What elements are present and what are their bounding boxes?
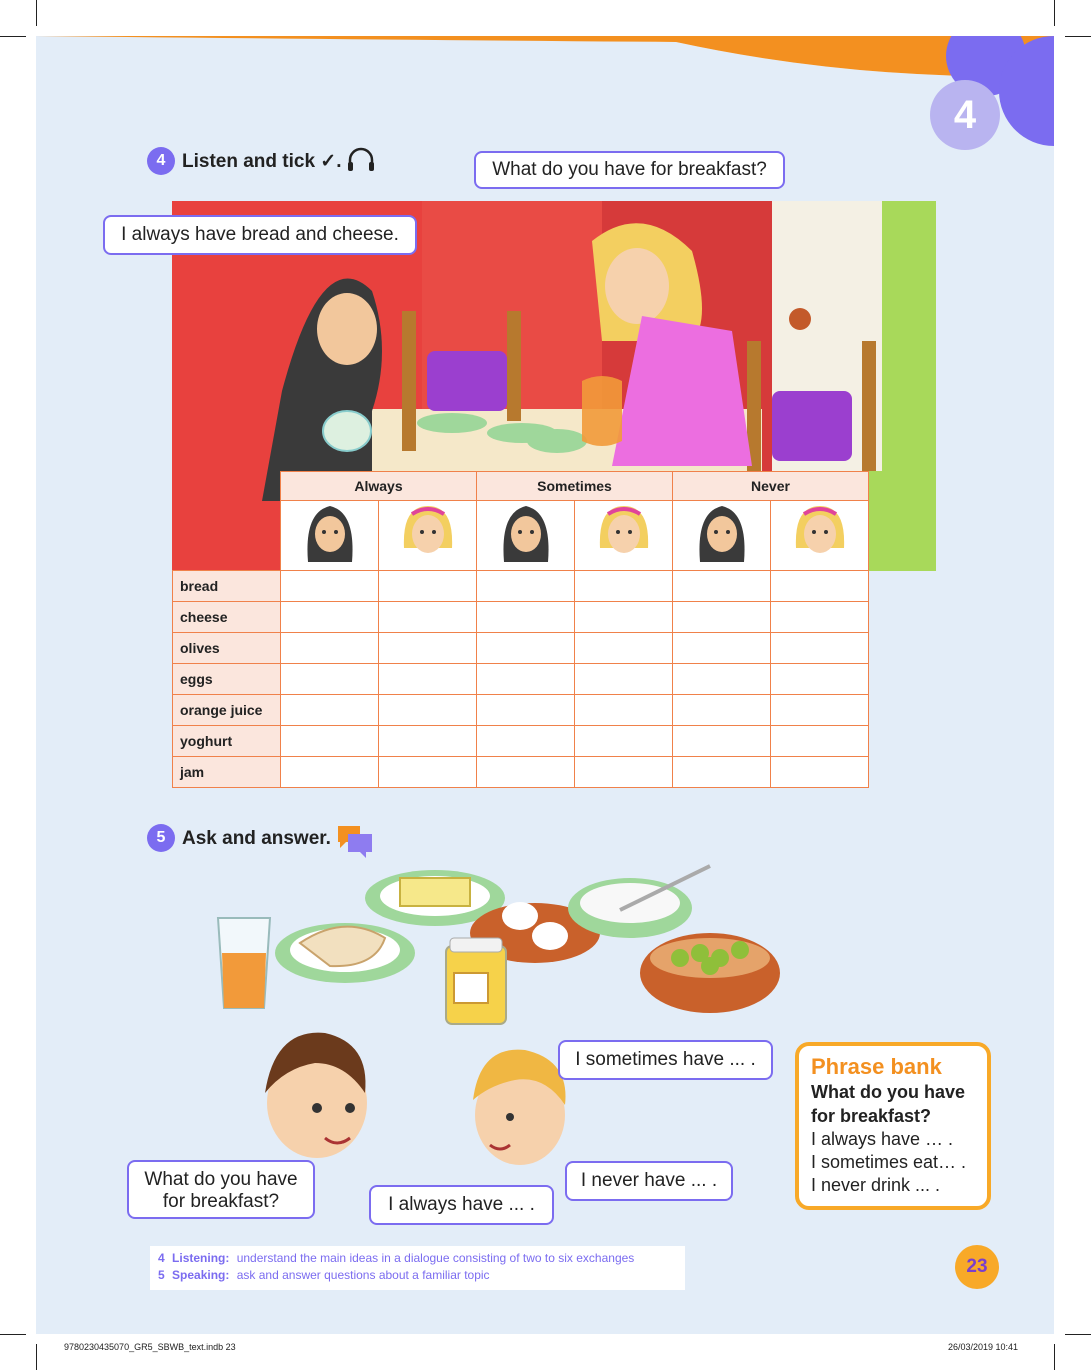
header-never: Never	[673, 472, 869, 501]
unit-number-badge: 4	[930, 80, 1000, 150]
tick-cell[interactable]	[575, 664, 673, 695]
food-label: orange juice	[173, 695, 281, 726]
breakfast-tick-table	[172, 471, 869, 788]
tick-cell[interactable]	[379, 602, 477, 633]
task5-title: Ask and answer.	[182, 828, 331, 849]
table-row	[173, 726, 869, 757]
food-label: bread	[173, 571, 281, 602]
tick-cell[interactable]	[281, 664, 379, 695]
slug-filename: 9780230435070_GR5_SBWB_text.indb 23	[64, 1342, 236, 1352]
tick-cell[interactable]	[575, 602, 673, 633]
hijab-girl-speech-bubble: I always have bread and cheese.	[103, 215, 417, 255]
objective-label: Listening:	[172, 1251, 230, 1265]
tick-cell[interactable]	[281, 695, 379, 726]
task4-title-text: Listen and tick ✓.	[182, 151, 342, 172]
never-bubble: I never have ... .	[565, 1161, 733, 1201]
blonde-girl-face-cell	[379, 501, 477, 571]
tick-cell[interactable]	[281, 571, 379, 602]
objective-item	[158, 1250, 677, 1267]
always-bubble: I always have ... .	[369, 1185, 554, 1225]
tick-cell[interactable]	[575, 695, 673, 726]
tick-cell[interactable]	[771, 664, 869, 695]
objective-number: 4	[158, 1251, 165, 1265]
objective-text: ask and answer questions about a familiar topic	[236, 1268, 490, 1282]
blonde-girl-face-icon	[594, 502, 654, 564]
blonde-girl-face-icon	[398, 502, 458, 564]
crop-mark	[36, 0, 37, 26]
table-corner	[173, 501, 281, 571]
blonde-girl-face-cell	[771, 501, 869, 571]
headphones-icon	[346, 146, 376, 174]
header-sometimes: Sometimes	[477, 472, 673, 501]
table-row	[173, 664, 869, 695]
tick-cell[interactable]	[477, 695, 575, 726]
tick-cell[interactable]	[575, 571, 673, 602]
table-row	[173, 571, 869, 602]
crop-mark	[1054, 1344, 1055, 1370]
task4-number: 4	[147, 147, 175, 175]
tick-cell[interactable]	[771, 757, 869, 788]
header-swoosh	[36, 36, 1054, 146]
table-row	[173, 757, 869, 788]
hijab-girl-face-cell	[281, 501, 379, 571]
task5-number: 5	[147, 824, 175, 852]
tick-cell[interactable]	[771, 695, 869, 726]
hijab-girl-face-cell	[673, 501, 771, 571]
crop-mark	[0, 1334, 26, 1335]
phrase-bank-question-line1: What do you have	[811, 1082, 966, 1102]
blonde-girl-face-cell	[575, 501, 673, 571]
crop-mark	[0, 36, 26, 37]
crop-mark	[1065, 1334, 1091, 1335]
header-always: Always	[281, 472, 477, 501]
tick-cell[interactable]	[379, 633, 477, 664]
tick-cell[interactable]	[771, 726, 869, 757]
phrase-bank-line: I never drink ... .	[811, 1175, 941, 1195]
food-label: cheese	[173, 602, 281, 633]
tick-cell[interactable]	[673, 633, 771, 664]
phrase-bank-line: I sometimes eat… .	[811, 1152, 967, 1172]
tick-cell[interactable]	[673, 757, 771, 788]
crop-mark	[1054, 0, 1055, 26]
table-row	[173, 695, 869, 726]
objective-item	[158, 1267, 677, 1284]
tick-cell[interactable]	[477, 571, 575, 602]
table-row	[173, 633, 869, 664]
tick-cell[interactable]	[575, 633, 673, 664]
food-label: olives	[173, 633, 281, 664]
tick-cell[interactable]	[771, 571, 869, 602]
tick-cell[interactable]	[771, 602, 869, 633]
tick-cell[interactable]	[673, 664, 771, 695]
phrase-bank-question-line2: for breakfast?	[811, 1106, 932, 1126]
boy-question-line2: for breakfast?	[162, 1191, 280, 1212]
tick-cell[interactable]	[575, 726, 673, 757]
blonde-girl-face-icon	[790, 502, 850, 564]
tick-cell[interactable]	[477, 633, 575, 664]
boy-question-line1: What do you have	[144, 1169, 298, 1190]
speech-bubbles-icon	[336, 824, 374, 860]
tick-cell[interactable]	[379, 664, 477, 695]
tick-cell[interactable]	[477, 664, 575, 695]
learning-objectives	[150, 1246, 685, 1290]
breakfast-food-illustration	[210, 858, 780, 1033]
crop-mark	[36, 1344, 37, 1370]
hijab-girl-face-icon	[692, 502, 752, 564]
objective-text: understand the main ideas in a dialogue consisting of two to six exchanges	[236, 1251, 635, 1265]
boy-dark-hair-illustration	[255, 1023, 380, 1163]
tick-cell[interactable]	[673, 726, 771, 757]
food-label: jam	[173, 757, 281, 788]
tick-cell[interactable]	[379, 695, 477, 726]
tick-cell[interactable]	[379, 571, 477, 602]
task4-title	[182, 150, 342, 173]
phrase-bank-title: Phrase bank	[811, 1054, 942, 1079]
tick-cell[interactable]	[477, 726, 575, 757]
phrase-bank	[795, 1042, 991, 1210]
table-corner	[173, 472, 281, 501]
tick-cell[interactable]	[379, 757, 477, 788]
page-number: 23	[955, 1245, 999, 1289]
tick-cell[interactable]	[281, 633, 379, 664]
tick-cell[interactable]	[673, 571, 771, 602]
objective-number: 5	[158, 1268, 165, 1282]
food-label: yoghurt	[173, 726, 281, 757]
tick-cell[interactable]	[281, 726, 379, 757]
tick-cell[interactable]	[281, 602, 379, 633]
tick-cell[interactable]	[379, 726, 477, 757]
crop-mark	[1065, 36, 1091, 37]
objective-label: Speaking:	[172, 1268, 230, 1282]
tick-cell[interactable]	[477, 602, 575, 633]
hijab-girl-face-icon	[496, 502, 556, 564]
slug-timestamp: 26/03/2019 10:41	[948, 1342, 1019, 1352]
tick-cell[interactable]	[771, 633, 869, 664]
tick-cell[interactable]	[673, 695, 771, 726]
hijab-girl-face-cell	[477, 501, 575, 571]
table-row	[173, 602, 869, 633]
tick-cell[interactable]	[673, 602, 771, 633]
food-label: eggs	[173, 664, 281, 695]
girl-speech-bubble: What do you have for breakfast?	[474, 151, 785, 189]
tick-cell[interactable]	[281, 757, 379, 788]
hijab-girl-face-icon	[300, 502, 360, 564]
phrase-bank-line: I always have … .	[811, 1129, 954, 1149]
boy-question-bubble	[127, 1160, 315, 1219]
tick-cell[interactable]	[575, 757, 673, 788]
tick-cell[interactable]	[477, 757, 575, 788]
sometimes-bubble: I sometimes have ... .	[558, 1040, 773, 1080]
